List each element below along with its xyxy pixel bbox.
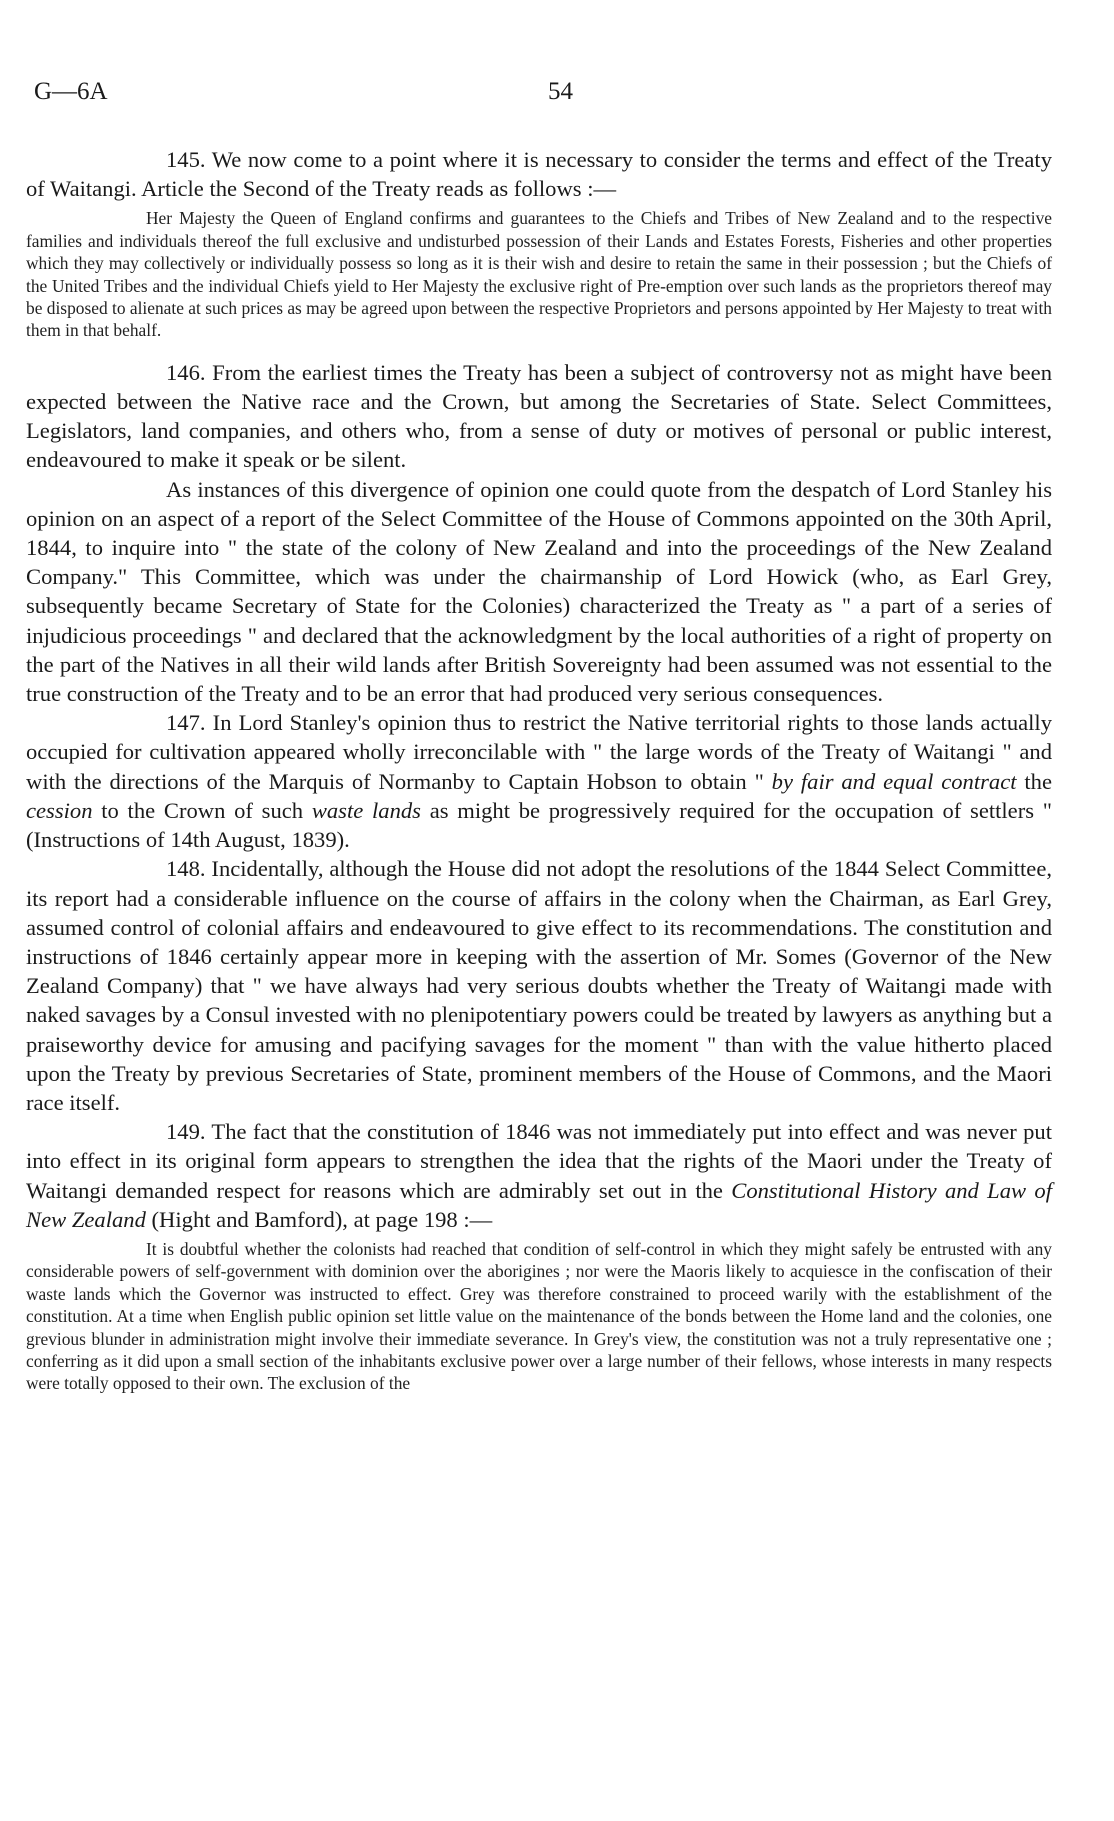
paragraph-147 [26, 708, 1052, 854]
paragraph-146-continued: As instances of this divergence of opinion one could quote from the despatch of Lord Stanley his opinion on an aspect of a report of the Select Committee of the House of Commons appointed on the 30th April, 1844, to inquire into " the state of the colony of New Zealand and into the proceedings of the New Zealand Company." This Committee, which was under the chairmanship of Lord Howick (who, as Earl Grey, subsequently became Secretary of State for the Colonies) characterized the Treaty as " a part of a series of injudicious proceedings " and declared that the acknowledgment by the local authorities of a right of property on the part of the Natives in all their wild lands after British Sovereignty had been assumed was not essential to the true construction of the Treaty and to be an error that had produced very serious consequences. [26, 476, 1052, 707]
book-title: Constitutional History and Law of New Zealand [26, 1177, 1052, 1232]
paragraph-145: 145. We now come to a point where it is necessary to consider the terms and effect of the Treaty of Waitangi. Article the Second of the Treaty reads as follows :— [26, 147, 1052, 202]
page-number: 54 [548, 78, 573, 105]
paragraph-147-italic-phrase: waste lands [311, 797, 421, 823]
paragraph-146: 146. From the earliest times the Treaty has been a subject of controversy not as might have been expected between the Native race and the Crown, but among the Secretaries of State. Select Committees, Legislators, land companies, and others who, from a sense of duty or motives of personal or public interest, endeavoured to make it speak or be silent. [26, 359, 1052, 473]
treaty-article-quote: Her Majesty the Queen of England confirms and guarantees to the Chiefs and Tribes of New Zealand and to the respective families and individuals thereof the full exclusive and undisturbed possession of their Lands and Estates Forests, Fisheries and other properties which they may collectively or individually possess so long as it is their wish and desire to retain the same in their possession ; but the Chiefs of the United Tribes and the individual Chiefs yield to Her Majesty the exclusive right of Pre-emption over such lands as the proprietors thereof may be disposed to alienate at such prices as may be agreed upon between the respective Proprietors and persons appointed by Her Majesty to treat with them in that behalf. [26, 208, 1052, 341]
page-header [34, 78, 1064, 108]
paragraph-149 [26, 1117, 1052, 1234]
document-body [26, 145, 1052, 1403]
paragraph-149-text: 149. The fact that the constitution of 1846 was not immediately put into effect and was never put into effect in its original form appears to strengthen the idea that the rights of the Maori under the Treaty of Waitangi demanded respect for reasons which are admirably set out in the [26, 1119, 1052, 1203]
paragraph-148: 148. Incidentally, although the House did not adopt the resolutions of the 1844 Select Committee, its report had a considerable influence on the course of affairs in the colony when the Chairman, as Earl Grey, assumed control of colonial affairs and endeavoured to give effect to its recommendations. The constitution and instructions of 1846 certainly appear more in keeping with the assertion of Mr. Somes (Governor of the New Zealand Company) that " we have always had very serious doubts whether the Treaty of Waitangi made with naked savages by a Consul invested with no plenipotentiary powers could be treated by lawyers as anything but a praiseworthy device for amusing and pacifying savages for the moment " than with the value hitherto placed upon the Treaty by previous Secretaries of State, prominent members of the House of Commons, and the Maori race itself. [26, 856, 1052, 1115]
paragraph-147-text: as might be progressively required for the occupation of settlers " (Instructions of 14th August, 1839). [26, 797, 1052, 853]
document-reference: G—6A [34, 78, 108, 105]
paragraph-147-text: the [1016, 768, 1052, 794]
constitutional-history-quote: It is doubtful whether the colonists had reached that condition of self-control in which they might safely be entrusted with any considerable powers of self-government with dominion over the aborigines ; nor were the Maoris likely to acquiesce in the confiscation of their waste lands which the Governor was instructed to effect. Grey was therefore constrained to proceed warily with the establishment of the constitution. At a time when English public opinion set little value on the maintenance of the bonds between the Home land and the colonies, one grevious blunder in administration might involve their immediate severance. In Grey's view, the constitution was not a truly representative one ; conferring as it did upon a small section of the inhabitants exclusive power over a large number of their fellows, whose interests in many respects were totally opposed to their own. The exclusion of the [26, 1238, 1052, 1394]
paragraph-147-italic-phrase: by fair and equal contract [771, 768, 1017, 794]
paragraph-147-italic-phrase: cession [26, 797, 93, 823]
paragraph-147-text: to the Crown of such [92, 797, 312, 823]
paragraph-147-text: 147. In Lord Stanley's opinion thus to restrict the Native territorial rights to those lands actually occupied for cultivation appeared wholly irreconcilable with " the large words of the Treaty of Waitangi " and with the directions of the Marquis of Normanby to Captain Hobson to obtain " [26, 710, 1052, 794]
paragraph-149-text: (Hight and Bamford), at page 198 :— [145, 1206, 493, 1232]
